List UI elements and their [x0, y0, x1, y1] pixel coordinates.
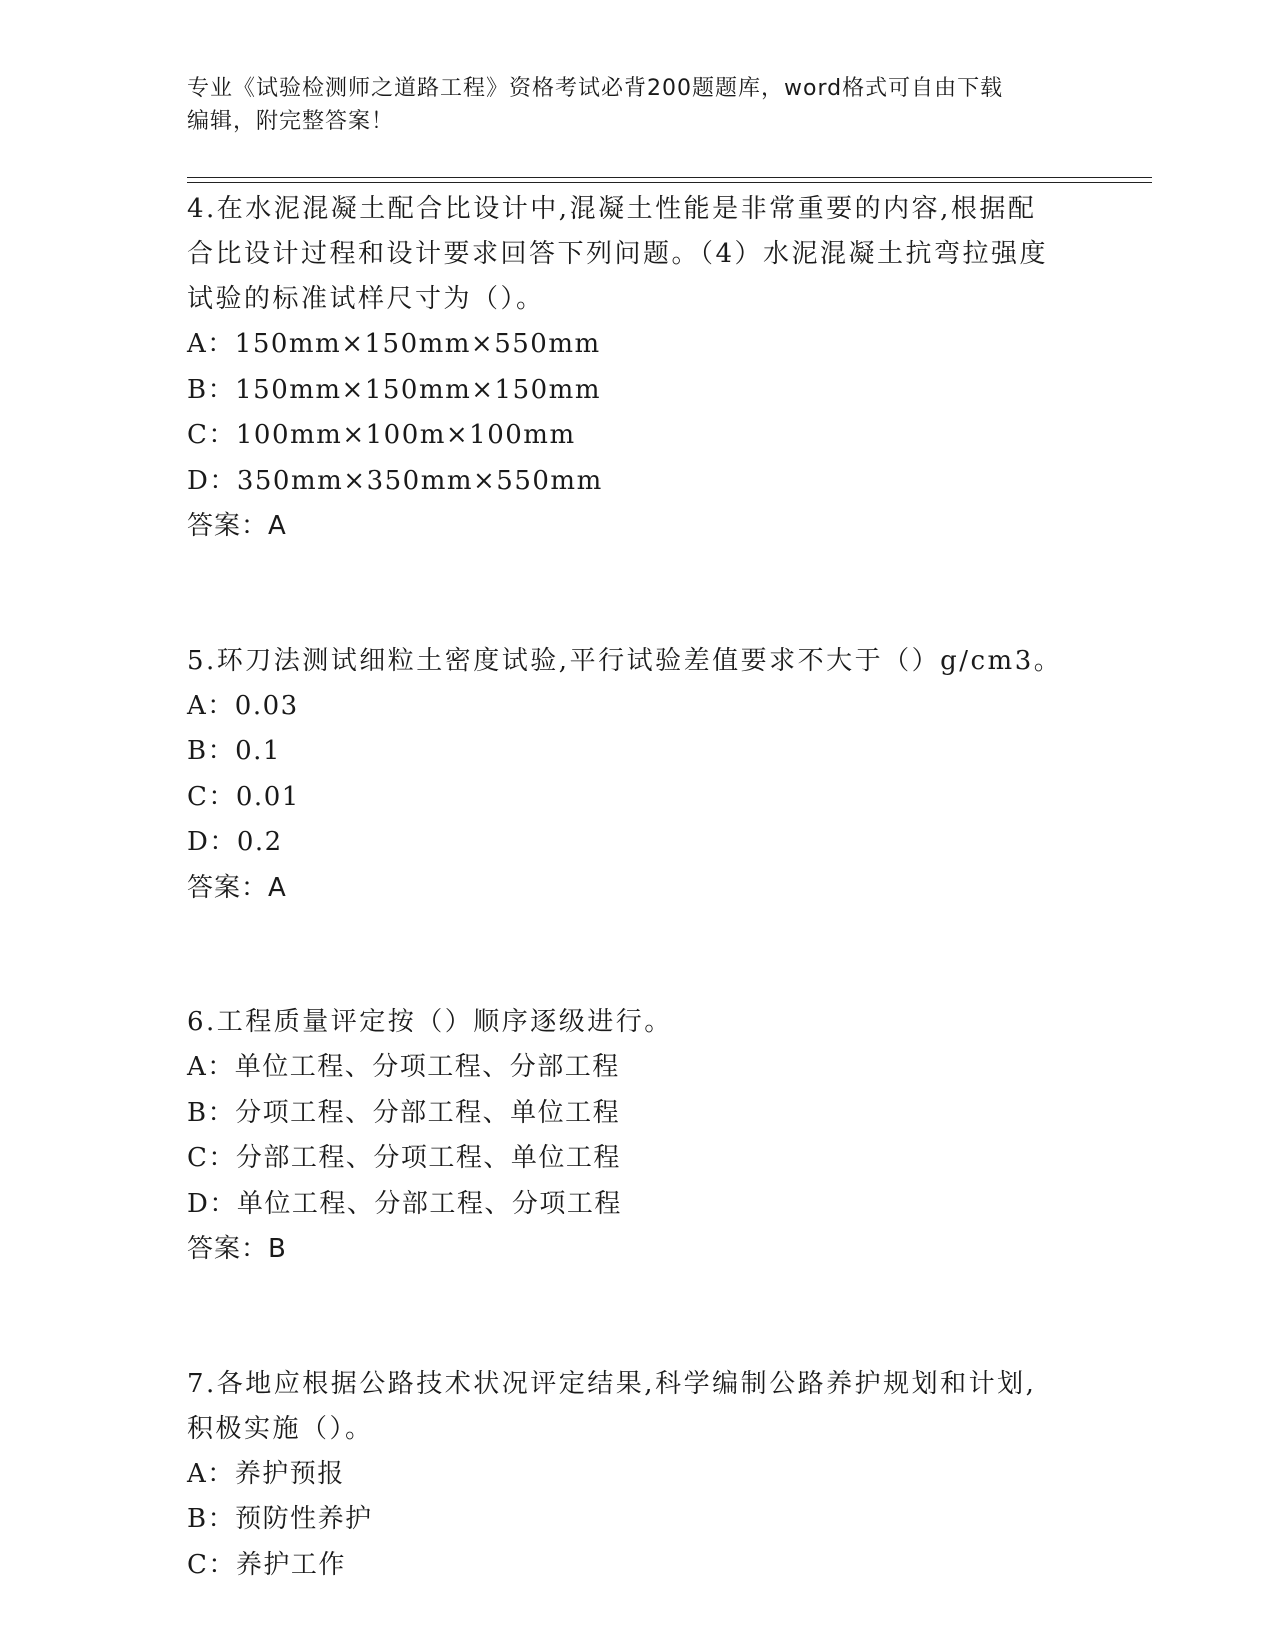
- header-divider-top: [187, 177, 1152, 178]
- question-text-line: 积极实施（）。: [187, 1413, 374, 1444]
- document-header: [187, 72, 1087, 138]
- option-c: C：分部工程、分项工程、单位工程: [187, 1143, 621, 1173]
- header-divider-bottom: [187, 182, 1152, 183]
- question-text-line: 4.在水泥混凝土配合比设计中,混凝土性能是非常重要的内容,根据配: [187, 194, 1037, 224]
- option-c: C：0.01: [187, 781, 300, 812]
- option-a: A：150mm×150mm×550mm: [187, 329, 601, 359]
- option-c: C：养护工作: [187, 1549, 346, 1580]
- answer: 答案：A: [187, 872, 287, 903]
- question-text-line: 试验的标准试样尺寸为（）。: [187, 284, 545, 314]
- header-line-1: 专业《试验检测师之道路工程》资格考试必背200题题库，word格式可自由下载: [187, 76, 1004, 101]
- option-b: B：分项工程、分部工程、单位工程: [187, 1097, 621, 1128]
- option-a: A：单位工程、分项工程、分部工程: [187, 1052, 620, 1082]
- question-text-line: 7.各地应根据公路技术状况评定结果,科学编制公路养护规划和计划,: [187, 1368, 1037, 1399]
- question-list: [187, 187, 1087, 1588]
- question-spacer: [187, 550, 1087, 639]
- header-line-2: 编辑，附完整答案！: [187, 109, 395, 134]
- question-text-line: 5.环刀法测试细粒土密度试验,平行试验差值要求不大于（）g/cm3。: [187, 645, 1063, 676]
- option-d: D：350mm×350mm×550mm: [187, 465, 603, 496]
- question-text-line: 6.工程质量评定按（）顺序逐级进行。: [187, 1007, 673, 1037]
- question-6: [187, 1000, 1087, 1273]
- question-5: [187, 639, 1087, 912]
- option-d: D：0.2: [187, 827, 283, 857]
- option-b: B：0.1: [187, 736, 281, 766]
- question-4: [187, 187, 1087, 550]
- option-b: B：150mm×150mm×150mm: [187, 374, 601, 405]
- option-b: B：预防性养护: [187, 1504, 373, 1534]
- option-c: C：100mm×100m×100mm: [187, 420, 576, 450]
- question-spacer: [187, 911, 1087, 1000]
- answer: 答案：A: [187, 511, 287, 541]
- option-a: A：0.03: [187, 690, 299, 721]
- question-spacer: [187, 1273, 1087, 1362]
- option-d: D：单位工程、分部工程、分项工程: [187, 1188, 622, 1219]
- answer: 答案：B: [187, 1234, 287, 1264]
- question-7: [187, 1362, 1087, 1589]
- question-text-line: 合比设计过程和设计要求回答下列问题。（4）水泥混凝土抗弯拉强度: [187, 239, 1049, 269]
- option-a: A：养护预报: [187, 1458, 345, 1489]
